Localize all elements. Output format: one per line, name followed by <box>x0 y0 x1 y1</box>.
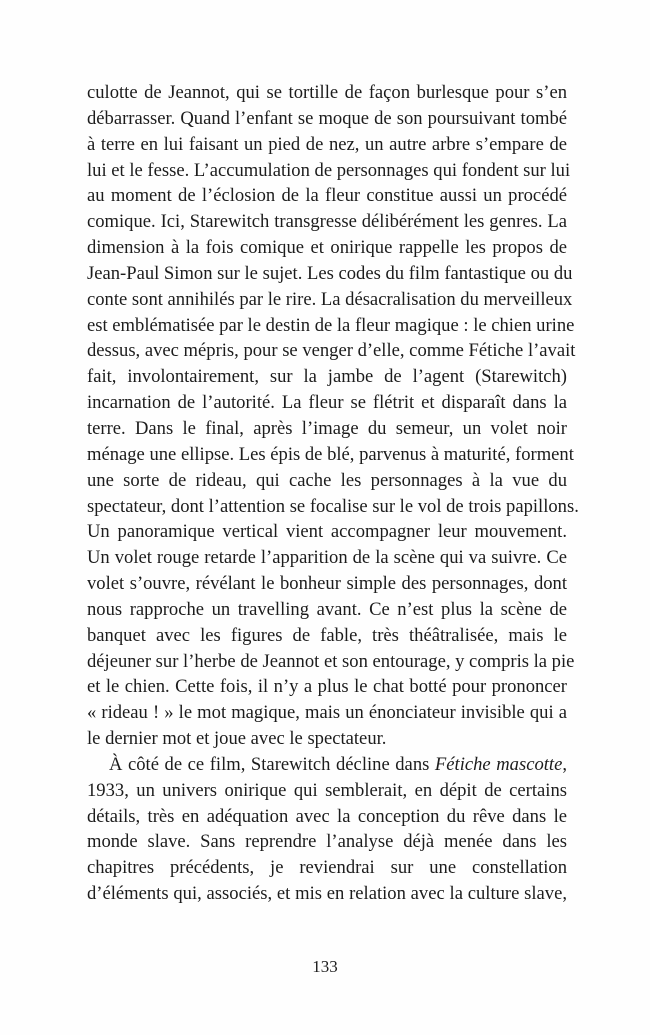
text-line: chapitres précédents, je reviendrai sur une constellation <box>87 857 567 879</box>
text-line: dessus, avec mépris, pour se venger d’elle, comme Fétiche l’avait <box>87 340 576 362</box>
text-line: monde slave. Sans reprendre l’analyse déjà menée dans les <box>87 831 567 853</box>
text-line: volet s’ouvre, révélant le bonheur simple des personnages, dont <box>87 573 567 595</box>
text-line: au moment de l’éclosion de la fleur constitue aussi un procédé <box>87 185 567 207</box>
text-line: fait, involontairement, sur la jambe de l’agent (Starewitch) <box>87 366 567 388</box>
text-line: conte sont annihilés par le rire. La désacralisation du merveilleux <box>87 288 573 310</box>
text-line: débarrasser. Quand l’enfant se moque de son poursuivant tombé <box>87 107 567 129</box>
text-line: le dernier mot et joue avec le spectateur. <box>87 728 387 750</box>
text-line: et le chien. Cette fois, il n’y a plus le chat botté pour prononcer <box>87 676 567 698</box>
text-line: détails, très en adéquation avec la conception du rêve dans le <box>87 805 567 827</box>
text-run: , <box>562 753 567 775</box>
text-line: Un volet rouge retarde l’apparition de la scène qui va suivre. Ce <box>87 547 567 569</box>
paragraph-1 <box>87 80 579 752</box>
text-line: terre. Dans le final, après l’image du semeur, un volet noir <box>87 417 567 439</box>
page-number: 133 <box>312 957 338 976</box>
text-line <box>87 752 567 778</box>
text-line: Un panoramique vertical vient accompagner leur mouvement. <box>87 521 567 543</box>
film-title: Fétiche mascotte <box>434 753 563 775</box>
text-line: à terre en lui faisant un pied de nez, un autre arbre s’empare de <box>87 133 567 155</box>
text-line: d’éléments qui, associés, et mis en relation avec la culture slave, <box>87 883 567 905</box>
text-line: est emblématisée par le destin de la fleur magique : le chien urine <box>87 314 575 336</box>
text-line: 1933, un univers onirique qui semblerait, en dépit de certains <box>87 779 567 801</box>
text-line: une sorte de rideau, qui cache les personnages à la vue du <box>87 469 567 491</box>
body-text <box>87 80 579 907</box>
text-line: ménage une ellipse. Les épis de blé, parvenus à maturité, forment <box>87 443 574 465</box>
text-line: spectateur, dont l’attention se focalise sur le vol de trois papillons. <box>87 495 579 517</box>
text-line: dimension à la fois comique et onirique rappelle les propos de <box>87 237 567 259</box>
text-line: culotte de Jeannot, qui se tortille de façon burlesque pour s’en <box>87 82 567 103</box>
text-run: À côté de ce film, Starewitch décline dans <box>109 753 435 775</box>
text-line: comique. Ici, Starewitch transgresse délibérément les genres. La <box>87 211 567 233</box>
paragraph-2 <box>87 752 567 907</box>
text-line: lui et le fesse. L’accumulation de personnages qui fondent sur lui <box>87 159 571 181</box>
text-line: « rideau ! » le mot magique, mais un énonciateur invisible qui a <box>87 702 567 724</box>
text-line: Jean-Paul Simon sur le sujet. Les codes du film fantastique ou du <box>87 262 573 284</box>
text-line: déjeuner sur l’herbe de Jeannot et son entourage, y compris la pie <box>87 650 575 672</box>
text-line: incarnation de l’autorité. La fleur se flétrit et disparaît dans la <box>87 392 567 414</box>
text-line: banquet avec les figures de fable, très théâtralisée, mais le <box>87 624 567 646</box>
text-line: nous rapproche un travelling avant. Ce n’est plus la scène de <box>87 598 567 620</box>
